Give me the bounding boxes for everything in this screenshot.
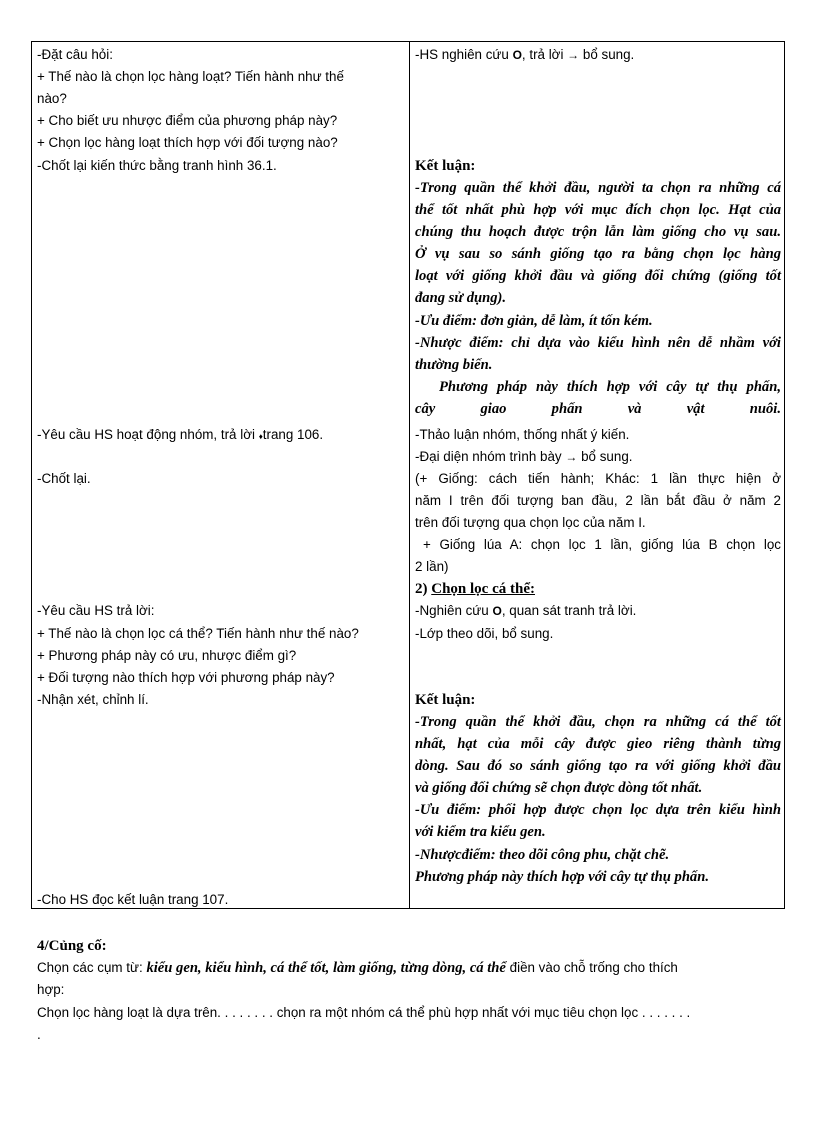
cungco-line-4: .: [37, 1027, 41, 1042]
left-line-7-text: -Yêu cầu HS hoạt động nhóm, trả lời: [37, 427, 255, 442]
left-line-2: + Thế nào là chọn lọc hàng loạt? Tiến hành như thế: [37, 69, 344, 84]
conclusion-2-line-6: với kiểm tra kiểu gen.: [415, 824, 546, 840]
left-line-8: -Chốt lại.: [37, 471, 91, 486]
right-line-9-b: , quan sát tranh trả lời.: [501, 603, 637, 618]
section-2-number: 2): [415, 581, 428, 597]
circle-icon-2: O: [492, 604, 502, 618]
left-line-7-page: trang 106.: [262, 427, 324, 442]
left-line-12: + Đối tượng nào thích hợp với phương pháp này?: [37, 670, 335, 685]
right-line-1-b: , trả lời: [521, 47, 564, 62]
conclusion-1-line-9: thường biến.: [415, 357, 493, 373]
right-line-5: năm I trên đối tượng ban đầu, 2 lần bắt đầu ở năm 2: [415, 493, 781, 508]
right-line-7: + Giống lúa A: chọn lọc 1 lần, giống lúa B chọn lọc: [423, 537, 781, 552]
cungco-line-1: [37, 957, 787, 979]
conclusion-1-line-1: -Trong quần thể khởi đầu, người ta chọn ra những cá: [415, 180, 781, 196]
right-line-4: (+ Giống: cách tiến hành; Khác: 1 lần thực hiện ở: [415, 471, 781, 486]
left-line-10: + Thế nào là chọn lọc cá thể? Tiến hành như thế nào?: [37, 626, 359, 641]
left-line-3: nào?: [37, 91, 67, 106]
cungco-line-1-c: điền vào chỗ trống cho thích: [509, 960, 678, 975]
left-line-4: + Cho biết ưu nhược điểm của phương pháp này?: [37, 113, 338, 128]
left-line-6: -Chốt lại kiến thức bằng tranh hình 36.1.: [37, 158, 277, 173]
conclusion-heading-1: Kết luận:: [415, 158, 476, 174]
left-line-11: + Phương pháp này có ưu, nhược điểm gì?: [37, 648, 297, 663]
right-line-3-a: -Đại diện nhóm trình bày: [415, 449, 562, 464]
arrow-icon-2: →: [565, 450, 578, 464]
conclusion-1-line-4: Ở vụ sau so sánh giống tạo ra bằng chọn lọc hàng: [415, 246, 781, 262]
right-line-8: 2 lần): [415, 559, 449, 574]
conclusion-2-line-3: dòng. Sau đó so sánh giống tạo ra với giống khởi đầu: [415, 758, 781, 774]
cungco-line-1-a: Chọn các cụm từ:: [37, 960, 143, 975]
diamond-icon: ♦: [258, 432, 263, 441]
right-line-3: [415, 447, 781, 467]
conclusion-1-line-2: thể tốt nhất phù hợp với mục đích chọn lọc. Hạt của: [415, 202, 781, 218]
section-2-heading: [415, 579, 781, 599]
left-line-9: -Yêu cầu HS trả lời:: [37, 603, 155, 618]
conclusion-2-line-2: nhất, hạt của mỗi cây được gieo riêng thành từng: [415, 736, 781, 752]
right-line-1: [415, 45, 781, 65]
conclusion-2-line-7: -Nhượcđiểm: theo dõi công phu, chặt chẽ.: [415, 847, 670, 863]
conclusion-2-line-5: -Ưu điểm: phối hợp được chọn lọc dựa trên kiểu hình: [415, 802, 781, 818]
lesson-table: [31, 41, 785, 909]
left-line-13: -Nhận xét, chỉnh lí.: [37, 692, 149, 707]
cungco-line-2: hợp:: [37, 982, 65, 997]
conclusion-2-line-1: -Trong quần thể khởi đầu, chọn ra những cá thể tốt: [415, 714, 781, 730]
conclusion-heading-2: Kết luận:: [415, 692, 476, 708]
right-line-10: -Lớp theo dõi, bổ sung.: [415, 626, 554, 641]
conclusion-1-line-6: đang sử dụng).: [415, 290, 507, 306]
left-line-14: -Cho HS đọc kết luận trang 107.: [37, 892, 229, 907]
conclusion-2-line-8: Phương pháp này thích hợp với cây tự thụ phấn.: [415, 869, 709, 885]
conclusion-1-line-11: cây giao phấn và vật nuôi.: [415, 401, 781, 417]
right-line-6: trên đối tượng qua chọn lọc của năm I.: [415, 515, 646, 530]
arrow-icon: →: [567, 48, 580, 62]
conclusion-1-line-8: -Nhược điểm: chỉ dựa vào kiểu hình nên dễ nhầm với: [415, 335, 781, 351]
right-line-1-a: -HS nghiên cứu: [415, 47, 509, 62]
conclusion-1-line-7: -Ưu điểm: đơn giản, dễ làm, ít tốn kém.: [415, 313, 653, 329]
right-line-1-c: bổ sung.: [582, 47, 635, 62]
cungco-phrases: kiểu gen, kiểu hình, cá thể tốt, làm giống, từng dòng, cá thể: [146, 960, 506, 976]
conclusion-1-line-10: Phương pháp này thích hợp với cây tự thụ phấn,: [439, 379, 781, 395]
right-line-9: [415, 601, 781, 621]
circle-icon: O: [512, 48, 522, 62]
right-line-2: -Thảo luận nhóm, thống nhất ý kiến.: [415, 427, 630, 442]
cungco-heading: 4/Củng cố:: [37, 938, 107, 954]
conclusion-1-line-3: chúng thu hoạch được trộn lẫn làm giống cho vụ sau.: [415, 224, 781, 240]
cungco-line-3: Chọn lọc hàng loạt là dựa trên. . . . . . . . chọn ra một nhóm cá thể phù hợp nhất với mục tiêu chọn lọc . . . . . . .: [37, 1005, 691, 1020]
conclusion-2-line-4: và giống đối chứng sẽ chọn được dòng tốt nhất.: [415, 780, 703, 796]
section-2-title: Chọn lọc cá thể:: [431, 581, 535, 597]
conclusion-1-line-5: loạt với giống khởi đầu và giống đối chứng (giống tốt: [415, 268, 781, 284]
left-line-7: [37, 425, 403, 447]
right-line-9-a: -Nghiên cứu: [415, 603, 489, 618]
right-line-3-b: bổ sung.: [581, 449, 633, 464]
left-line-5: + Chọn lọc hàng loạt thích hợp với đối tượng nào?: [37, 135, 338, 150]
column-divider: [409, 42, 410, 908]
left-line-1: -Đặt câu hỏi:: [37, 47, 113, 62]
